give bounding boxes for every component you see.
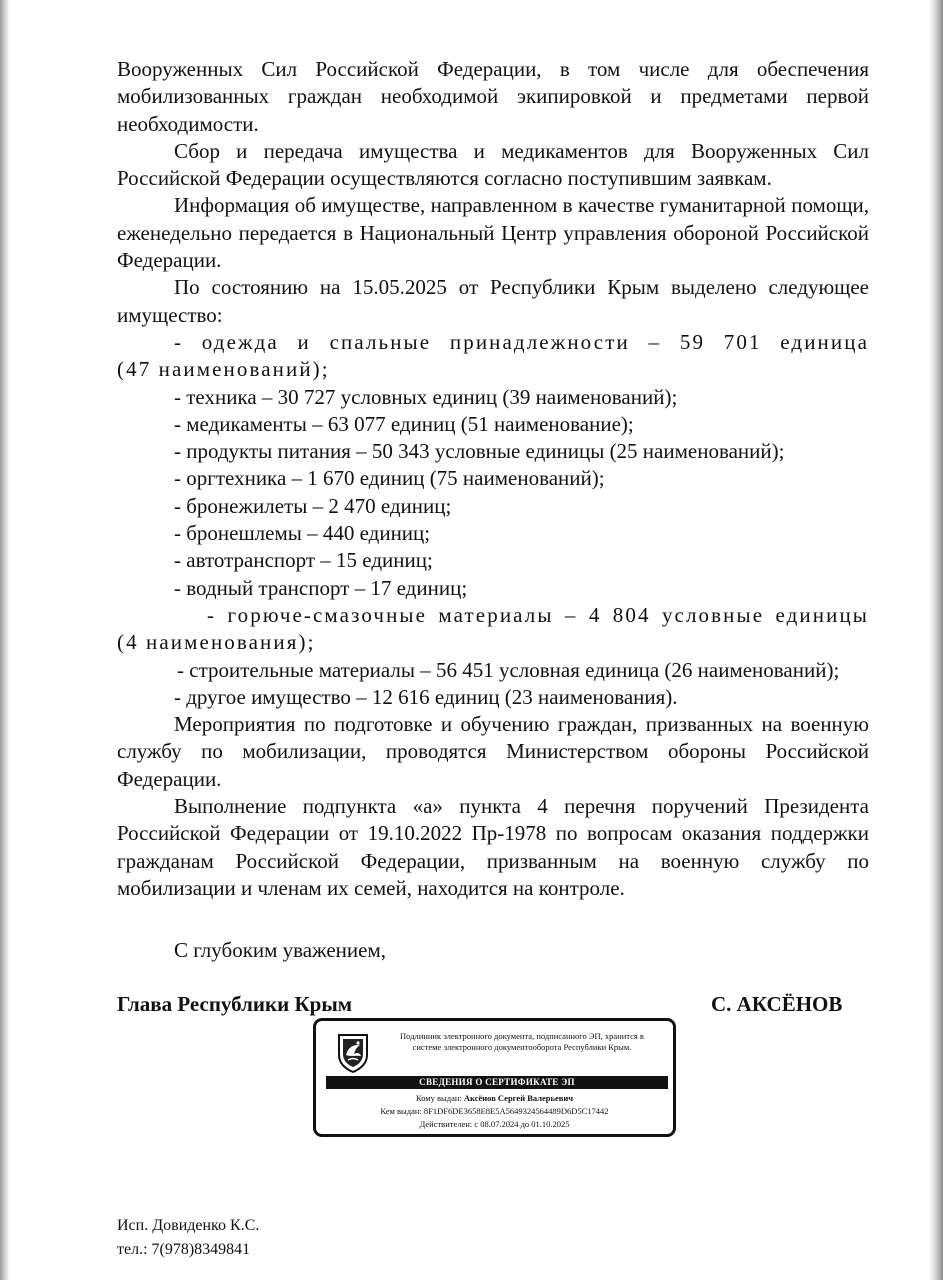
executor-phone: тел.: 7(978)8349841 [117, 1241, 251, 1258]
list-item-food: - продукты питания – 50 343 условные единицы (25 наименований); [174, 439, 785, 464]
closing-phrase: С глубоким уважением, [174, 938, 387, 962]
paragraph-collection-transfer: Сбор и передача имущества и медикаментов для Вооруженных Сил Российской Федерации осуществляются согласно поступившим заявкам. [117, 138, 869, 191]
list-item-fuel-line1: - горюче-смазочные материалы – 4 804 условные единицы [207, 602, 869, 627]
signatory-name: С. АКСЁНОВ [711, 992, 843, 1016]
valid-from: 08.07.2024 [480, 1119, 519, 1129]
issued-by-value: 8F1DF6DE3658E8E5A5649324564489D6D5C17442 [423, 1106, 609, 1116]
stamp-header-line2: системе электронного документооборота Республики Крым. [412, 1042, 632, 1052]
valid-to-label: до [520, 1119, 530, 1129]
paragraph-armed-forces-supply: Вооруженных Сил Российской Федерации, в том числе для обеспечения мобилизованных граждан необходимой экипировкой и предметами первой необходимости. [117, 57, 869, 136]
list-item-tech: - техника – 30 727 условных единиц (39 наименований); [174, 384, 678, 409]
certificate-title-bar: СВЕДЕНИЯ О СЕРТИФИКАТЕ ЭП [326, 1076, 668, 1089]
list-item-vehicles: - автотранспорт – 15 единиц; [174, 548, 433, 573]
list-item-clothing-line1: - одежда и спальные принадлежности – 59 701 единица [174, 329, 869, 354]
paragraph-training: Мероприятия по подготовке и обучению граждан, призванных на военную службу по мобилизации, проводятся Министерством обороны Российской Федерации. [117, 712, 869, 791]
executor-name: Исп. Довиденко К.С. [117, 1217, 260, 1234]
paragraph-humanitarian-info: Информация об имуществе, направленном в качестве гуманитарной помощи, еженедельно передается в Национальный Центр управления обороной Российской Федерации. [117, 193, 869, 273]
list-item-other-property: - другое имущество – 12 616 единиц (23 наименования). [174, 684, 678, 709]
issued-by-label: Кем выдан: [380, 1106, 422, 1116]
list-item-building-materials: - строительные материалы – 56 451 условная единица (26 наименований); [177, 657, 840, 682]
certificate-issued-to [316, 1093, 673, 1104]
crimea-coat-of-arms-icon [336, 1033, 370, 1073]
letter-body [117, 56, 869, 902]
issued-to-value: Аксёнов Сергей Валерьевич [463, 1093, 574, 1103]
stamp-header-line1: Подлинник электронного документа, подписанного ЭП, хранится в [400, 1031, 644, 1041]
list-item-medicine: - медикаменты – 63 077 единиц (51 наименование); [174, 411, 634, 436]
list-item-clothing-line2: (47 наименований); [117, 357, 330, 382]
list-item-helmets: - бронешлемы – 440 единиц; [174, 521, 431, 546]
paragraph-presidential-order: Выполнение подпункта «а» пункта 4 перечня поручений Президента Российской Федерации от 19.10.2022 Пр-1978 по вопросам оказания поддержки гражданам Российской Федерации, призванным на военную службу по мобилизации и членам их семей, находится на контроле. [117, 794, 869, 900]
stamp-header [380, 1031, 664, 1053]
scan-shadow-left [0, 0, 10, 1280]
valid-to: 01.10.2025 [531, 1119, 570, 1129]
electronic-signature-stamp [313, 1018, 676, 1137]
list-item-body-armor: - бронежилеты – 2 470 единиц; [174, 493, 452, 518]
list-item-fuel-line2: (4 наименования); [117, 630, 316, 655]
certificate-validity [316, 1119, 673, 1130]
scan-shadow-right [929, 0, 943, 1280]
valid-label: Действителен: с [419, 1119, 479, 1129]
certificate-issued-by [316, 1106, 673, 1117]
list-item-fuel [117, 602, 869, 657]
issued-to-label: Кому выдан: [415, 1093, 462, 1103]
signatory-title: Глава Республики Крым [117, 992, 353, 1016]
list-item-office-equipment: - оргтехника – 1 670 единиц (75 наименований); [174, 466, 605, 491]
list-item-clothing [117, 329, 869, 384]
paragraph-status-date: По состоянию на 15.05.2025 от Республики Крым выделено следующее имущество: [117, 275, 869, 327]
list-item-water-transport: - водный транспорт – 17 единиц; [174, 575, 468, 600]
